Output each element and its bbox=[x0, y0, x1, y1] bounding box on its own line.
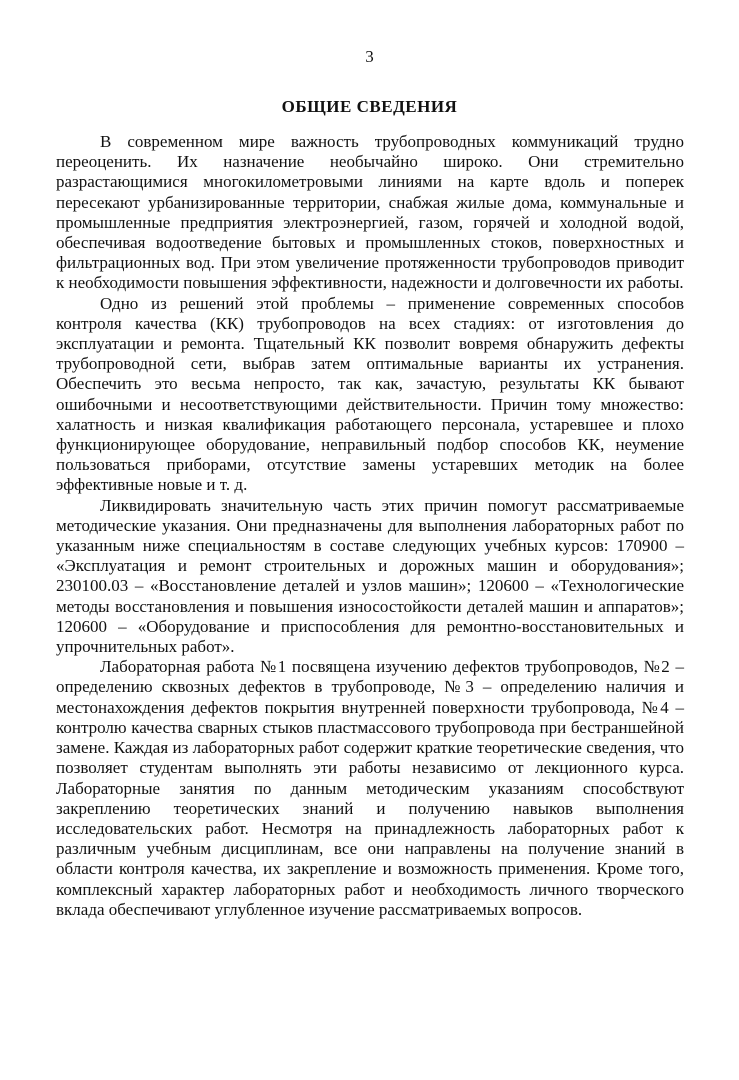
paragraph-4: Лабораторная работа №1 посвящена изучению дефектов трубопроводов, №2 – определению сквозных дефектов в трубопроводе, №3 – определению наличия и местонахождения дефектов покрытия внутренней поверхности трубопровода, №4 – контролю качества сварных стыков пластмассового трубопровода при бестраншейной замене. Каждая из лабораторных работ содержит краткие теоретические сведения, что позволяет студентам выполнять эти работы независимо от лекционного курса. Лабораторные занятия по данным методическим указаниям способствуют закреплению теоретических знаний и получению навыков выполнения исследовательских работ. Несмотря на принадлежность лабораторных работ к различным учебным дисциплинам, все они направлены на получение знаний в области контроля качества, их закрепление и возможность применения. Кроме того, комплексный характер лабораторных работ и необходимость личного творческого вклада обеспечивают углубленное изучение рассматриваемых вопросов. bbox=[56, 657, 684, 919]
paragraph-3: Ликвидировать значительную часть этих причин помогут рассматриваемые методические указания. Они предназначены для выполнения лабораторных работ по указанным ниже специальностям в составе следующих учебных курсов: 170900 – «Эксплуатация и ремонт строительных и дорожных машин и оборудования»; 230100.03 – «Восстановление деталей и узлов машин»; 120600 – «Технологические методы восстановления и повышения износостойкости деталей машин и аппаратов»; 120600 – «Оборудование и приспособления для ремонтно-восстановительных и упрочнительных работ». bbox=[56, 495, 684, 657]
paragraph-1: В современном мире важность трубопроводных коммуникаций трудно переоценить. Их назначение необычайно широко. Они стремительно разрастающимися многокилометровыми линиями на карте вдоль и поперек пересекают урбанизированные территории, снабжая жилые дома, коммунальные и промышленные предприятия электроэнергией, газом, горячей и холодной водой, обеспечивая водоотведение бытовых и промышленных стоков, поверхностных и фильтрационных вод. При этом увеличение протяженности трубопроводов приводит к необходимости повышения эффективности, надежности и долговечности их работы. bbox=[56, 132, 684, 293]
page-number: 3 bbox=[365, 47, 374, 66]
body-text bbox=[56, 132, 684, 920]
paragraph-2: Одно из решений этой проблемы – применение современных способов контроля качества (КК) трубопроводов на всех стадиях: от изготовления до эксплуатации и ремонта. Тщательный КК позволит вовремя обнаружить дефекты трубопроводной сети, выбрав затем оптимальные варианты их устранения. Обеспечить это весьма непросто, так как, зачастую, результаты КК бывают ошибочными и несоответствующими действительности. Причин тому множество: халатность и низкая квалификация работающего персонала, устаревшее и плохо функционирующее оборудование, неправильный подбор способов КК, неумение пользоваться приборами, отсутствие замены устаревших методик на более эффективные новые и т. д. bbox=[56, 293, 684, 495]
section-heading: ОБЩИЕ СВЕДЕНИЯ bbox=[281, 97, 458, 116]
